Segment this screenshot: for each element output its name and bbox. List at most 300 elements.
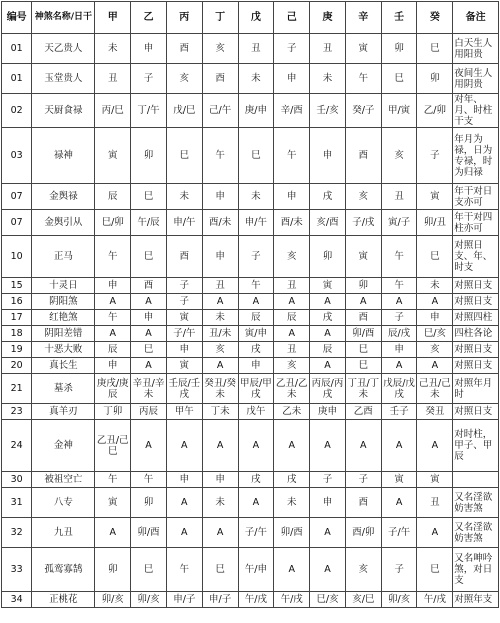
table-row — [2, 518, 499, 548]
value-cell: 未 — [166, 184, 202, 210]
value-cell: 子 — [310, 472, 346, 488]
value-cell: 卯 — [345, 278, 381, 294]
value-cell: A — [131, 326, 167, 342]
value-cell: A — [310, 548, 346, 592]
no-cell: 30 — [2, 472, 32, 488]
value-cell: 丁卯 — [95, 404, 131, 420]
value-cell: A — [202, 420, 238, 472]
value-cell: 辰 — [310, 342, 346, 358]
value-cell: A — [274, 548, 310, 592]
table-row — [2, 64, 499, 94]
value-cell: 亥 — [274, 236, 310, 278]
value-cell: 寅 — [166, 310, 202, 326]
table-row — [2, 294, 499, 310]
value-cell: 戊午 — [238, 404, 274, 420]
value-cell: 丑 — [274, 278, 310, 294]
name-cell: 正桃花 — [32, 592, 95, 608]
value-cell: 丁未 — [202, 404, 238, 420]
value-cell: 午 — [166, 548, 202, 592]
value-cell: 辛丑/辛未 — [131, 374, 167, 404]
table-row — [2, 374, 499, 404]
value-cell: 卯 — [417, 64, 453, 94]
value-cell: 子 — [381, 548, 417, 592]
value-cell: 申 — [417, 310, 453, 326]
value-cell: 寅 — [310, 278, 346, 294]
value-cell: 卯 — [131, 488, 167, 518]
value-cell: 子 — [381, 310, 417, 326]
table-row — [2, 128, 499, 184]
header-cell: 编号 — [2, 2, 32, 34]
value-cell: 丙辰/丙戌 — [310, 374, 346, 404]
value-cell: A — [345, 294, 381, 310]
shensha-table — [1, 1, 499, 608]
value-cell: 乙丑/乙未 — [274, 374, 310, 404]
value-cell: 丙辰 — [131, 404, 167, 420]
note-cell: 对年、月、时柱干支 — [453, 94, 499, 128]
note-cell: 对照日支 — [453, 294, 499, 310]
value-cell: 亥 — [345, 548, 381, 592]
table-row — [2, 236, 499, 278]
value-cell: 申/子 — [202, 592, 238, 608]
value-cell: A — [417, 358, 453, 374]
note-cell: 年干对四柱亦可 — [453, 210, 499, 236]
no-cell: 07 — [2, 210, 32, 236]
table-row — [2, 420, 499, 472]
value-cell: 癸/子 — [345, 94, 381, 128]
name-cell: 墓杀 — [32, 374, 95, 404]
name-cell: 红艳煞 — [32, 310, 95, 326]
value-cell: 庚申 — [310, 404, 346, 420]
header-cell: 壬 — [381, 2, 417, 34]
value-cell: 乙/卯 — [417, 94, 453, 128]
value-cell: 酉 — [345, 488, 381, 518]
value-cell: 申/子 — [166, 592, 202, 608]
value-cell: 亥 — [381, 128, 417, 184]
value-cell: 戌 — [274, 472, 310, 488]
no-cell: 03 — [2, 128, 32, 184]
name-cell: 正马 — [32, 236, 95, 278]
value-cell: 午 — [238, 278, 274, 294]
value-cell: 巳 — [345, 342, 381, 358]
value-cell: 巳/亥 — [417, 326, 453, 342]
value-cell: 未 — [274, 488, 310, 518]
value-cell: 未 — [202, 310, 238, 326]
value-cell: 甲午 — [166, 404, 202, 420]
value-cell: 卯 — [381, 34, 417, 64]
note-cell: 又名淫欲妨害煞 — [453, 488, 499, 518]
value-cell: 卯/亥 — [95, 592, 131, 608]
value-cell: 申 — [238, 358, 274, 374]
value-cell: 丑 — [417, 488, 453, 518]
value-cell: 未 — [310, 64, 346, 94]
value-cell: A — [95, 294, 131, 310]
value-cell: 巳/卯 — [95, 210, 131, 236]
name-cell: 天厨食禄 — [32, 94, 95, 128]
value-cell: 乙酉 — [345, 404, 381, 420]
value-cell: 未 — [238, 64, 274, 94]
header-cell: 辛 — [345, 2, 381, 34]
value-cell: 甲辰/甲戌 — [238, 374, 274, 404]
value-cell: 寅 — [166, 358, 202, 374]
value-cell: 壬辰/壬戌 — [166, 374, 202, 404]
value-cell: 辰/戌 — [381, 326, 417, 342]
value-cell: 庚/申 — [238, 94, 274, 128]
value-cell: 巳 — [417, 236, 453, 278]
value-cell: 申 — [131, 34, 167, 64]
value-cell: 未 — [202, 488, 238, 518]
note-cell: 对照日支 — [453, 278, 499, 294]
value-cell: A — [381, 358, 417, 374]
value-cell: 亥 — [166, 64, 202, 94]
value-cell: A — [166, 488, 202, 518]
name-cell: 金舆禄 — [32, 184, 95, 210]
value-cell: 申 — [95, 358, 131, 374]
no-cell: 23 — [2, 404, 32, 420]
name-cell: 十灵日 — [32, 278, 95, 294]
name-cell: 玉堂贵人 — [32, 64, 95, 94]
value-cell: 亥 — [202, 342, 238, 358]
no-cell: 20 — [2, 358, 32, 374]
header-cell: 庚 — [310, 2, 346, 34]
value-cell: 申/午 — [166, 210, 202, 236]
value-cell: 亥 — [417, 342, 453, 358]
value-cell: 子 — [131, 64, 167, 94]
value-cell: 丑 — [310, 34, 346, 64]
header-cell: 备注 — [453, 2, 499, 34]
value-cell: 乙丑/己巳 — [95, 420, 131, 472]
value-cell: 己丑/己未 — [417, 374, 453, 404]
value-cell: 庚戌/庚辰 — [95, 374, 131, 404]
table-row — [2, 184, 499, 210]
value-cell: A — [238, 488, 274, 518]
value-cell: A — [131, 294, 167, 310]
value-cell: 午 — [345, 64, 381, 94]
table-row — [2, 472, 499, 488]
value-cell: 午 — [202, 128, 238, 184]
note-cell: 对照年支 — [453, 592, 499, 608]
value-cell: A — [131, 420, 167, 472]
value-cell: 巳 — [131, 342, 167, 358]
value-cell: 巳 — [238, 128, 274, 184]
table-row — [2, 278, 499, 294]
value-cell: 寅 — [95, 488, 131, 518]
name-cell: 孤鸾寡鹄 — [32, 548, 95, 592]
value-cell: 丑 — [274, 342, 310, 358]
value-cell: 未 — [417, 278, 453, 294]
value-cell: 巳 — [345, 358, 381, 374]
note-cell: 四柱各论 — [453, 326, 499, 342]
no-cell: 34 — [2, 592, 32, 608]
note-cell: 对照四柱 — [453, 310, 499, 326]
value-cell: 午 — [95, 472, 131, 488]
table-row — [2, 592, 499, 608]
value-cell: 午/戌 — [238, 592, 274, 608]
name-cell: 天乙贵人 — [32, 34, 95, 64]
value-cell: 子 — [274, 34, 310, 64]
value-cell: 丙/巳 — [95, 94, 131, 128]
no-cell: 01 — [2, 34, 32, 64]
no-cell: 17 — [2, 310, 32, 326]
table-row — [2, 34, 499, 64]
value-cell: 丑 — [238, 34, 274, 64]
value-cell: 辰 — [95, 184, 131, 210]
value-cell: 癸丑/癸未 — [202, 374, 238, 404]
value-cell: 壬/亥 — [310, 94, 346, 128]
value-cell: 戊/巳 — [166, 94, 202, 128]
value-cell: 辛/酉 — [274, 94, 310, 128]
value-cell: A — [310, 326, 346, 342]
note-cell: 对照日支 — [453, 358, 499, 374]
value-cell: 乙未 — [274, 404, 310, 420]
header-cell: 戊 — [238, 2, 274, 34]
value-cell: A — [310, 420, 346, 472]
value-cell: A — [417, 420, 453, 472]
value-cell: 申 — [166, 342, 202, 358]
value-cell: 酉 — [202, 64, 238, 94]
value-cell: 辰 — [274, 310, 310, 326]
value-cell: 丑 — [381, 184, 417, 210]
value-cell: 酉 — [345, 128, 381, 184]
value-cell: A — [381, 294, 417, 310]
value-cell: 亥/酉 — [310, 210, 346, 236]
value-cell: A — [95, 326, 131, 342]
name-cell: 十恶大败 — [32, 342, 95, 358]
value-cell: 午 — [381, 278, 417, 294]
value-cell: 寅 — [381, 472, 417, 488]
value-cell: 申 — [202, 184, 238, 210]
value-cell: 亥 — [202, 34, 238, 64]
value-cell: 卯 — [131, 128, 167, 184]
name-cell: 阴阳煞 — [32, 294, 95, 310]
value-cell: 子 — [238, 236, 274, 278]
note-cell: 对照日支 — [453, 404, 499, 420]
value-cell: A — [310, 294, 346, 310]
value-cell: 寅/子 — [381, 210, 417, 236]
table-body — [2, 34, 499, 608]
header-row — [2, 2, 499, 34]
value-cell: 卯/亥 — [131, 592, 167, 608]
no-cell: 18 — [2, 326, 32, 342]
value-cell: 午/戌 — [417, 592, 453, 608]
value-cell: 申 — [274, 184, 310, 210]
no-cell: 02 — [2, 94, 32, 128]
table-row — [2, 358, 499, 374]
value-cell: A — [274, 294, 310, 310]
value-cell: 午 — [131, 472, 167, 488]
no-cell: 32 — [2, 518, 32, 548]
value-cell: 巳 — [381, 64, 417, 94]
value-cell: 子/午 — [166, 326, 202, 342]
header-cell: 丁 — [202, 2, 238, 34]
value-cell: 酉/未 — [202, 210, 238, 236]
value-cell: 午 — [95, 310, 131, 326]
no-cell: 31 — [2, 488, 32, 518]
value-cell: 亥/巳 — [345, 592, 381, 608]
header-cell: 神煞名称/日干 — [32, 2, 95, 34]
value-cell: A — [381, 420, 417, 472]
value-cell: 午 — [381, 236, 417, 278]
value-cell: 午 — [274, 128, 310, 184]
value-cell: A — [95, 518, 131, 548]
name-cell: 金神 — [32, 420, 95, 472]
value-cell: 卯/酉 — [274, 518, 310, 548]
value-cell: 申 — [274, 64, 310, 94]
value-cell: A — [310, 358, 346, 374]
value-cell: A — [202, 518, 238, 548]
value-cell: 申 — [202, 472, 238, 488]
value-cell: 甲/寅 — [381, 94, 417, 128]
value-cell: 巳/亥 — [310, 592, 346, 608]
name-cell: 八专 — [32, 488, 95, 518]
value-cell: 酉 — [345, 310, 381, 326]
table-row — [2, 310, 499, 326]
value-cell: A — [131, 358, 167, 374]
header-cell: 己 — [274, 2, 310, 34]
value-cell: 寅 — [417, 184, 453, 210]
note-cell: 对时柱，甲子、甲辰 — [453, 420, 499, 472]
value-cell: 申 — [381, 342, 417, 358]
note-cell: 年干对日支亦可 — [453, 184, 499, 210]
value-cell: 未 — [95, 34, 131, 64]
value-cell: 未 — [238, 184, 274, 210]
value-cell: 巳 — [202, 548, 238, 592]
header-cell: 癸 — [417, 2, 453, 34]
value-cell: 卯/酉 — [345, 326, 381, 342]
value-cell: 申/午 — [238, 210, 274, 236]
value-cell: 寅/申 — [238, 326, 274, 342]
value-cell: 午/申 — [238, 548, 274, 592]
value-cell: 卯/亥 — [381, 592, 417, 608]
value-cell: 寅 — [95, 128, 131, 184]
value-cell: 丁丑/丁未 — [345, 374, 381, 404]
note-cell: 又名呻吟煞，对日支 — [453, 548, 499, 592]
table-row — [2, 326, 499, 342]
value-cell: 午/辰 — [131, 210, 167, 236]
value-cell: 申 — [166, 472, 202, 488]
value-cell: A — [166, 518, 202, 548]
value-cell: 丑/未 — [202, 326, 238, 342]
value-cell: A — [381, 488, 417, 518]
name-cell: 真长生 — [32, 358, 95, 374]
no-cell: 01 — [2, 64, 32, 94]
value-cell: 酉/未 — [274, 210, 310, 236]
name-cell: 金舆引从 — [32, 210, 95, 236]
value-cell: 子/午 — [238, 518, 274, 548]
value-cell: 酉/卯 — [345, 518, 381, 548]
value-cell: 戌 — [310, 310, 346, 326]
value-cell: 子/午 — [381, 518, 417, 548]
value-cell: 子 — [166, 278, 202, 294]
note-cell: 对照日支、年、时支 — [453, 236, 499, 278]
value-cell: 巳 — [131, 548, 167, 592]
name-cell: 九丑 — [32, 518, 95, 548]
value-cell: 戌 — [238, 342, 274, 358]
value-cell: A — [274, 326, 310, 342]
value-cell: A — [202, 294, 238, 310]
value-cell: A — [274, 420, 310, 472]
value-cell: 子 — [345, 472, 381, 488]
value-cell: 申 — [202, 236, 238, 278]
no-cell: 07 — [2, 184, 32, 210]
value-cell: 酉 — [166, 34, 202, 64]
value-cell: A — [238, 420, 274, 472]
name-cell: 真羊刃 — [32, 404, 95, 420]
value-cell: A — [345, 420, 381, 472]
value-cell: 亥 — [345, 184, 381, 210]
name-cell: 被祖空亡 — [32, 472, 95, 488]
table-row — [2, 94, 499, 128]
value-cell: 申 — [310, 128, 346, 184]
header-cell: 丙 — [166, 2, 202, 34]
table-row — [2, 404, 499, 420]
value-cell: 午/戌 — [274, 592, 310, 608]
value-cell: 申 — [310, 488, 346, 518]
value-cell: 巳 — [131, 236, 167, 278]
note-cell: 夜间生人用阴贵 — [453, 64, 499, 94]
value-cell: 戌 — [310, 184, 346, 210]
value-cell: 卯/酉 — [131, 518, 167, 548]
value-cell: 巳 — [131, 184, 167, 210]
value-cell: 癸丑 — [417, 404, 453, 420]
value-cell: 申 — [131, 310, 167, 326]
table-row — [2, 210, 499, 236]
value-cell: 子/戌 — [345, 210, 381, 236]
value-cell: A — [417, 294, 453, 310]
value-cell: 申 — [95, 278, 131, 294]
table-row — [2, 548, 499, 592]
value-cell: A — [166, 420, 202, 472]
value-cell: 丑 — [202, 278, 238, 294]
value-cell: 卯/丑 — [417, 210, 453, 236]
no-cell: 21 — [2, 374, 32, 404]
name-cell: 阴阳差错 — [32, 326, 95, 342]
value-cell: 戊辰/戊戌 — [381, 374, 417, 404]
value-cell: 子 — [417, 128, 453, 184]
value-cell: 酉 — [166, 236, 202, 278]
value-cell: A — [310, 518, 346, 548]
value-cell: 巳 — [417, 548, 453, 592]
no-cell: 10 — [2, 236, 32, 278]
value-cell: 己/午 — [202, 94, 238, 128]
value-cell: 寅 — [345, 236, 381, 278]
value-cell: 戌 — [238, 472, 274, 488]
value-cell: A — [202, 358, 238, 374]
value-cell: 亥 — [274, 358, 310, 374]
note-cell: 又名淫欲妨害煞 — [453, 518, 499, 548]
name-cell: 禄神 — [32, 128, 95, 184]
header-cell: 乙 — [131, 2, 167, 34]
value-cell: 丑 — [95, 64, 131, 94]
note-cell: 对照日支 — [453, 342, 499, 358]
no-cell: 16 — [2, 294, 32, 310]
value-cell: 午 — [95, 236, 131, 278]
header-cell: 甲 — [95, 2, 131, 34]
no-cell: 33 — [2, 548, 32, 592]
value-cell: 酉 — [131, 278, 167, 294]
no-cell: 19 — [2, 342, 32, 358]
note-cell: 年月为禄，日为专禄，时为归禄 — [453, 128, 499, 184]
value-cell: 辰 — [95, 342, 131, 358]
value-cell: 丁/午 — [131, 94, 167, 128]
value-cell: 寅 — [417, 472, 453, 488]
table-row — [2, 342, 499, 358]
value-cell: A — [417, 518, 453, 548]
value-cell: A — [238, 294, 274, 310]
value-cell: 巳 — [166, 128, 202, 184]
value-cell: 寅 — [345, 34, 381, 64]
value-cell: 卯 — [310, 236, 346, 278]
value-cell: 壬子 — [381, 404, 417, 420]
